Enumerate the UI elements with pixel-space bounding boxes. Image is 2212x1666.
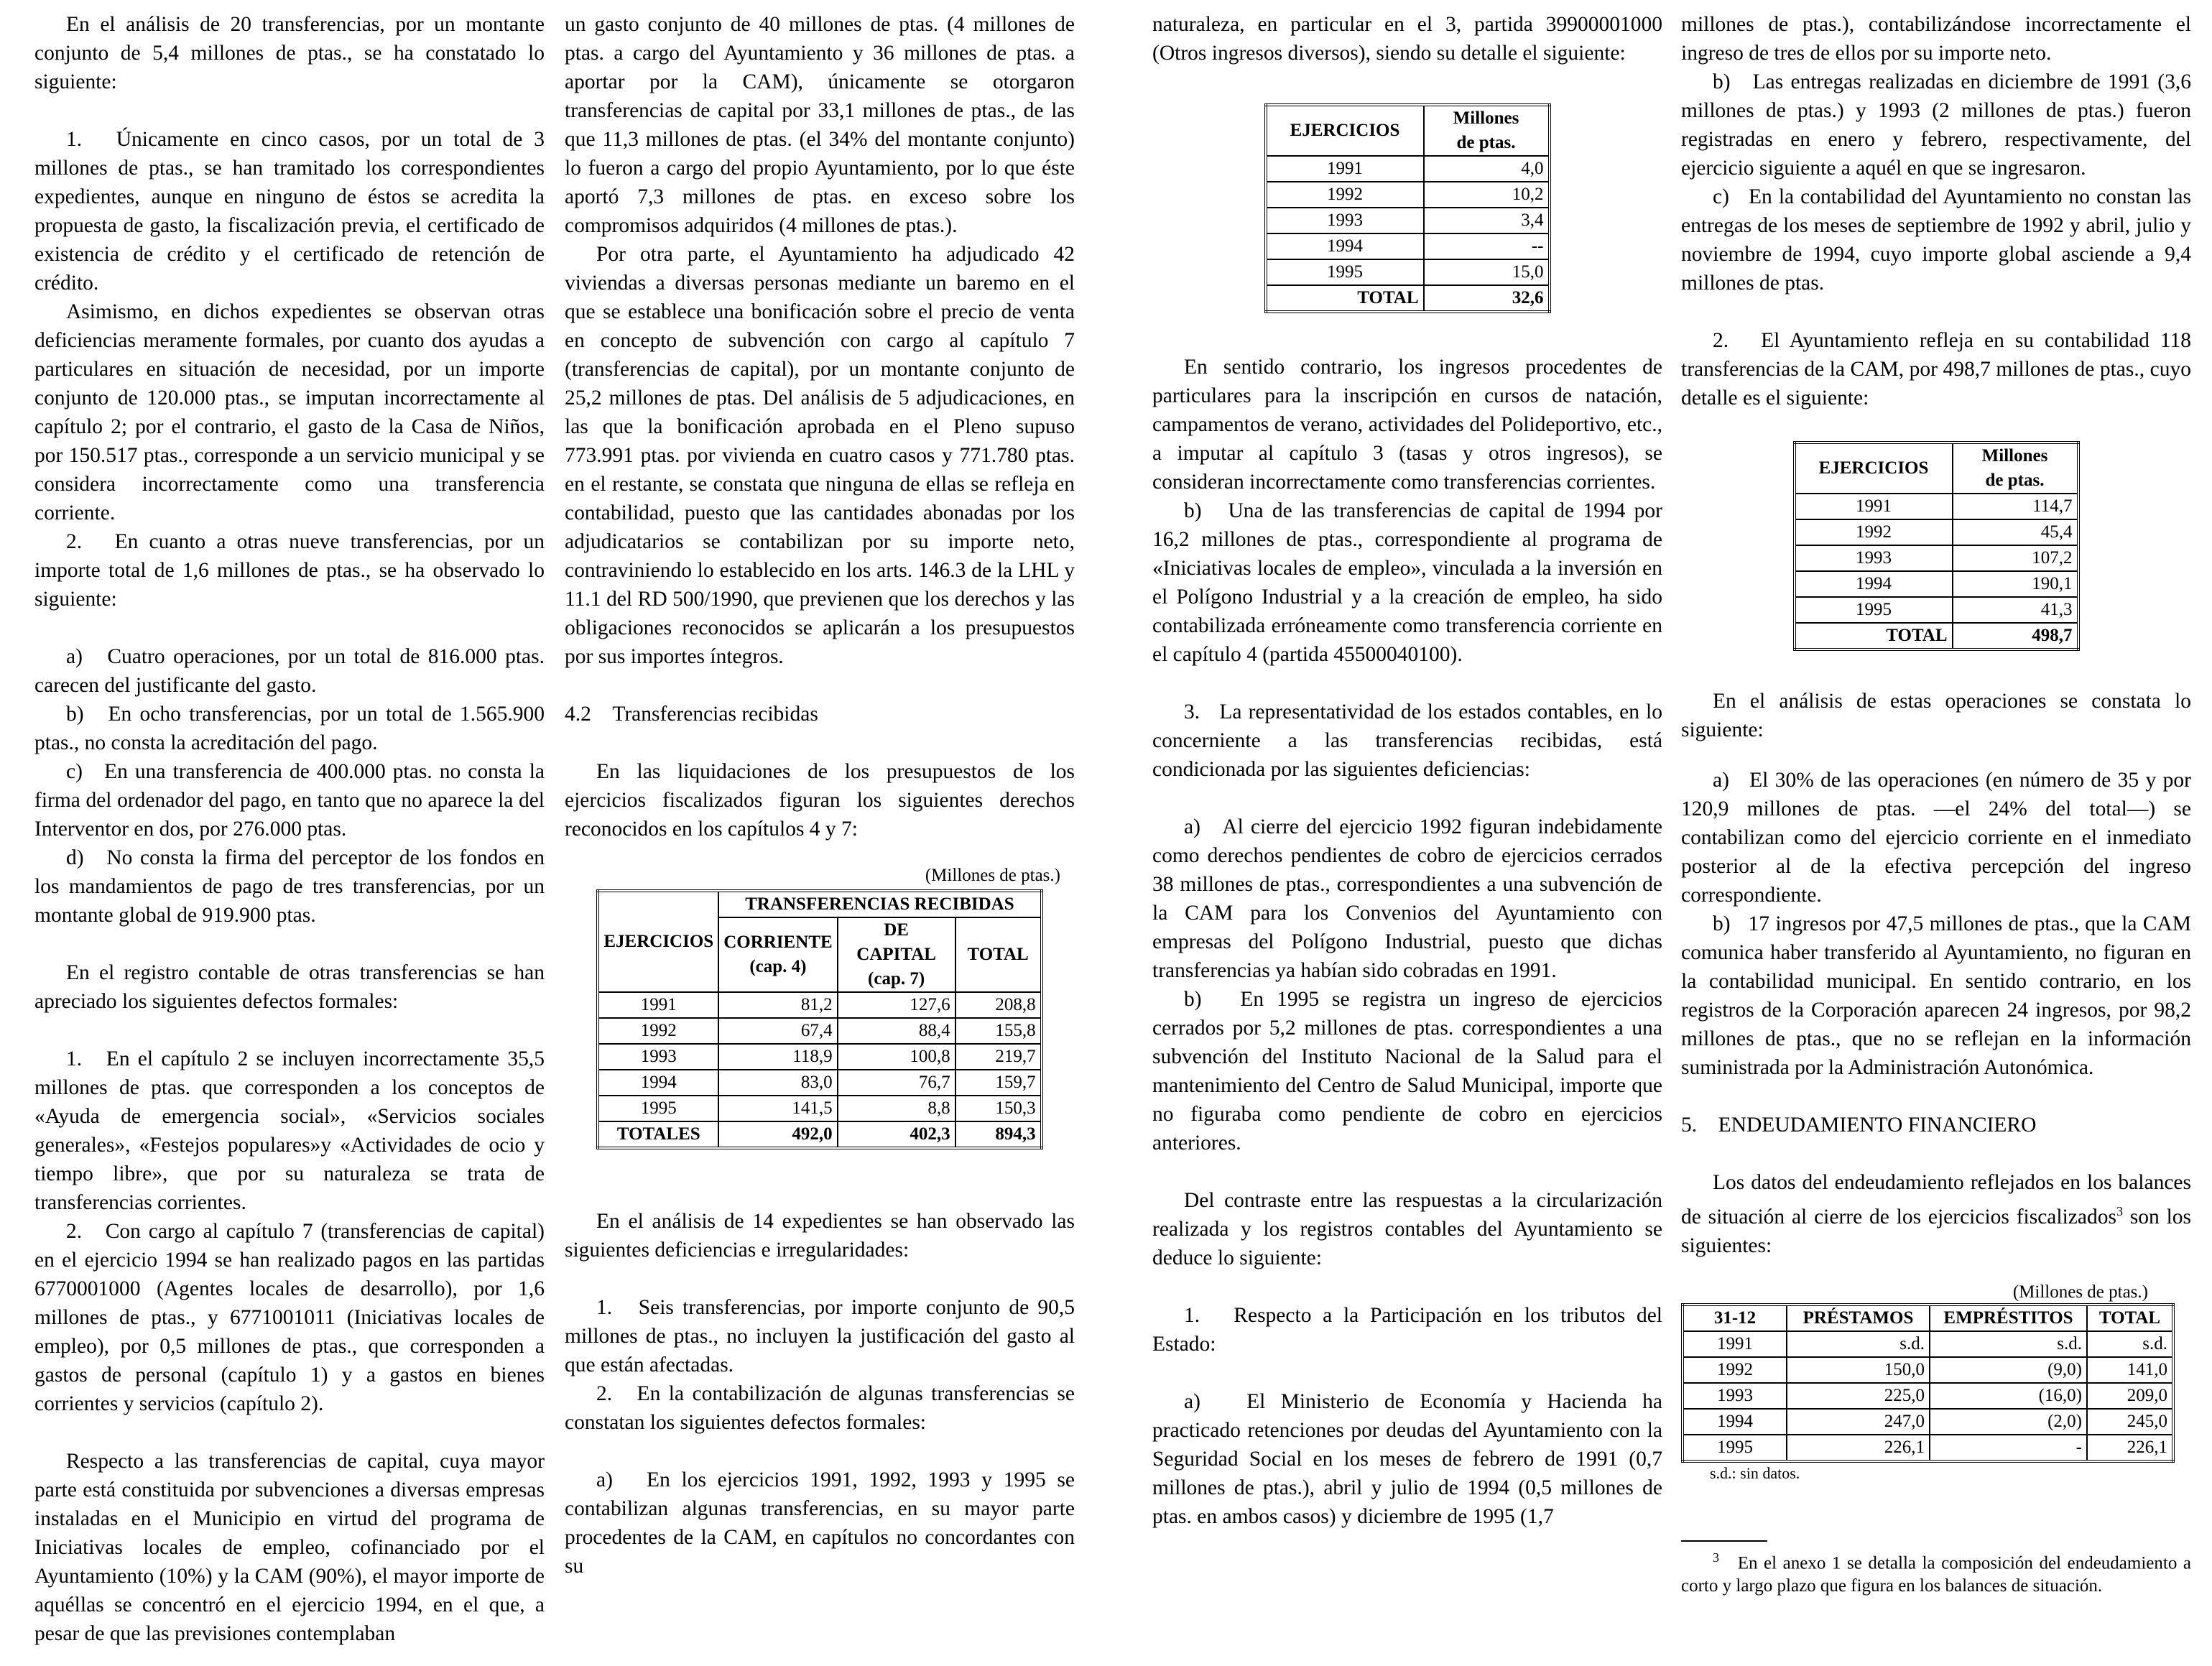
table-row: 1992 10,2 (1266, 182, 1550, 208)
paragraph: a) Cuatro operaciones, por un total de 816.000 ptas. carecen del justificante del gasto. (34, 645, 545, 697)
paragraph: b) En ocho transferencias, por un total de 1.565.900 ptas., no consta la acreditación del pago. (34, 703, 545, 754)
col-header-year: EJERCICIOS (598, 891, 718, 992)
paragraph: b) Las entregas realizadas en diciembre de 1991 (3,6 millones de ptas.) y 1993 (2 millones de ptas.) fueron registradas en enero y febrero, respectivamente, del ejercicio siguiente a aquél en que se ingresaron. (1681, 70, 2191, 180)
table-row: 1991 81,2 127,6 208,8 (598, 992, 1041, 1018)
table-row: 1991 4,0 (1266, 156, 1550, 182)
table-row: 1994 190,1 (1795, 571, 2078, 597)
paragraph: a) El 30% de las operaciones (en número de 35 y por 120,9 millones de ptas. —el 24% del total—) se contabilizan como del ejercicio corriente en el inmediato posterior al de la efectiva percepción del ingreso correspondiente. (1681, 769, 2191, 907)
group-header: TRANSFERENCIAS RECIBIDAS (718, 891, 1041, 917)
paragraph: b) 17 ingresos por 47,5 millones de ptas., que la CAM comunica haber transferido al Ayuntamiento, no figuran en la contabilidad municipal. En sentido contrario, en los registros de la Corporación aparecen 24 ingresos, por 98,2 millones de ptas., que no se reflejan en la información suministrada por la Administración Autonómica. (1681, 912, 2191, 1079)
debt-table (1681, 1303, 2175, 1463)
col-header-year: EJERCICIOS (1795, 443, 1953, 494)
table-row: 1995 15,0 (1266, 259, 1550, 285)
paragraph: naturaleza, en particular en el 3, partida 39900001000 (Otros ingresos diversos), siendo su detalle el siguiente: (1152, 13, 1662, 65)
table-row: 1995 226,1 - 226,1 (1683, 1435, 2173, 1461)
table-row: 1995 141,5 8,8 150,3 (598, 1096, 1041, 1121)
col-header-amount: Millones de ptas. (1424, 105, 1550, 156)
table-row: 1993 3,4 (1266, 208, 1550, 233)
paragraph: a) En los ejercicios 1991, 1992, 1993 y 1995 se contabilizan algunas transferencias, en su mayor parte procedentes de la CAM, en capítulos no concordantes con su (565, 1468, 1075, 1578)
table-row: 1992 67,4 88,4 155,8 (598, 1018, 1041, 1044)
paragraph: 2. En la contabilización de algunas transferencias se constatan los siguientes defectos formales: (565, 1382, 1075, 1434)
paragraph: un gasto conjunto de 40 millones de ptas. (4 millones de ptas. a cargo del Ayuntamiento y 36 millones de ptas. a aportar por la CAM), únicamente se otorgaron transferencias de capital por 33,1 millones de ptas., de las que 11,3 millones de ptas. (el 34% del montante conjunto) lo fueron a cargo del propio Ayuntamiento, por lo que éste aportó 7,3 millones de ptas. en exceso sobre los compromisos adquiridos (4 millones de ptas.). (565, 13, 1075, 237)
paragraph: 2. En cuanto a otras nueve transferencias, por un importe total de 1,6 millones de ptas., se ha observado lo siguiente: (34, 530, 545, 611)
table-legend: s.d.: sin datos. (1710, 1463, 1800, 1482)
paragraph: En el análisis de 20 transferencias, por un montante conjunto de 5,4 millones de ptas., se ha constatado lo siguiente: (34, 13, 545, 93)
col-header-date: 31-12 (1683, 1305, 1787, 1331)
table-row: 1993 118,9 100,8 219,7 (598, 1044, 1041, 1070)
paragraph: Del contraste entre las respuestas a la circularización realizada y los registros contables del Ayuntamiento se deduce lo siguiente: (1152, 1189, 1662, 1269)
paragraph: Por otra parte, el Ayuntamiento ha adjudicado 42 viviendas a diversas personas mediante un baremo en el que se establece una bonificación sobre el precio de venta en concepto de subvención con cargo al capítulo 7 (transferencias de capital), por un montante conjunto de 25,2 millones de ptas. Del análisis de 5 adjudicaciones, en las que la bonificación aprobada en el Pleno supuso 773.991 ptas. por vivienda en cuatro casos y 771.780 ptas. en el restante, se constata que ninguna de ellas se refleja en contabilidad, puesto que las cantidades abonadas por los adjudicatarios se contabilizan por su importe neto, contraviniendo lo establecido en los arts. 146.3 de la LHL y 11.1 del RD 500/1990, que previenen que los derechos y las obligaciones reconocidos se aplicarán a los presupuestos por sus importes íntegros. (565, 243, 1075, 668)
col-header-total: TOTAL (2087, 1305, 2173, 1331)
col-header-bonds: EMPRÉSTITOS (1930, 1305, 2087, 1331)
paragraph: 1. Respecto a la Participación en los tributos del Estado: (1152, 1304, 1662, 1356)
paragraph: En sentido contrario, los ingresos procedentes de particulares para la inscripción en cursos de natación, campamentos de verano, actividades del Polideportivo, etc., a imputar al capítulo 3 (tasas y otros ingresos), se consideran incorrectamente como transferencias corrientes. (1152, 356, 1662, 494)
section-heading: 5. ENDEUDAMIENTO FINANCIERO (1681, 1114, 2037, 1137)
table-totals-row: TOTALES 492,0 402,3 894,3 (598, 1121, 1041, 1148)
table-totals-row: TOTAL 498,7 (1795, 623, 2078, 649)
paragraph: a) El Ministerio de Economía y Hacienda ha practicado retenciones por deudas del Ayuntamiento con la Seguridad Social en los meses de febrero de 1991 (0,7 millones de ptas.), abril y julio de 1994 (0,5 millones de ptas. en ambos casos) y diciembre de 1995 (1,7 (1152, 1390, 1662, 1528)
col-header-total: TOTAL (955, 917, 1042, 992)
table-totals-row: TOTAL 32,6 (1266, 285, 1550, 312)
paragraph: 1. Seis transferencias, por importe conjunto de 90,5 millones de ptas., no incluyen la justificación del gasto al que están afectadas. (565, 1296, 1075, 1376)
table-row: 1995 41,3 (1795, 597, 2078, 623)
paragraph: a) Al cierre del ejercicio 1992 figuran indebidamente como derechos pendientes de cobro de ejercicios cerrados 38 millones de ptas., correspondientes a una subvención de la CAM para los Convenios del Ayuntamiento con empresas del Polígono Industrial, puesto que dichas transferencias ya habían sido cobradas en 1991. (1152, 815, 1662, 982)
right-page (1106, 0, 2212, 1666)
paragraph: 2. Con cargo al capítulo 7 (transferencias de capital) en el ejercicio 1994 se han realizado pagos en las partidas 6770001000 (Agentes locales de desarrollo), por 1,6 millones de ptas., y 6771001011 (Iniciativas locales de empleo), por 0,5 millones de ptas., que corresponden a gastos de personal (capítulo 1) y a gastos en bienes corrientes y servicios (capítulo 2). (34, 1220, 545, 1415)
paragraph: Los datos del endeudamiento reflejados en los balances de situación al cierre de los ejercicios fiscalizados$^3$ son los siguientes: (1681, 1171, 2191, 1257)
paragraph: c) En una transferencia de 400.000 ptas. no consta la firma del ordenador del pago, en tanto que no aparece la del Interventor en dos, por 276.000 ptas. (34, 760, 545, 841)
paragraph: Respecto a las transferencias de capital, cuya mayor parte está constituida por subvenciones a diversas empresas instaladas en el Municipio en virtud del programa de Iniciativas locales de empleo, cofinanciado por el Ayuntamiento (10%) y la CAM (90%), el mayor importe de aquéllas se concentró en el ejercicio 1994, en el que, a pesar de que las previsiones contemplaban (34, 1450, 545, 1645)
column-2 (565, 10, 1075, 1581)
footnote: $^3$ En el anexo 1 se detalla la composición del endeudamiento a corto y largo plazo que figura en los balances de situación. (1681, 1550, 2191, 1596)
column-3 (1152, 10, 1662, 1531)
col-header-amount: Millones de ptas. (1953, 443, 2078, 494)
footnote-ref: 3 (2116, 1204, 2123, 1218)
table-row: 1992 150,0 (9,0) 141,0 (1683, 1357, 2173, 1383)
transfers-received-table (596, 889, 1042, 1149)
footnote-divider (1681, 1540, 1767, 1542)
table-row: 1992 45,4 (1795, 519, 2078, 545)
table-row: 1994 83,0 76,7 159,7 (598, 1070, 1041, 1096)
paragraph: b) Una de las transferencias de capital de 1994 por 16,2 millones de ptas., correspondiente al programa de «Iniciativas locales de empleo», vinculada a la inversión en el Polígono Industrial y a la creación de empleo, ha sido contabilizada erróneamente como transferencia corriente en el capítulo 4 (partida 45500040100). (1152, 499, 1662, 666)
col-header-loans: PRÉSTAMOS (1787, 1305, 1930, 1331)
paragraph: 3. La representatividad de los estados contables, en lo concerniente a las transferencias recibidas, está condicionada por las siguientes deficiencias: (1152, 700, 1662, 781)
table-row: 1991 114,7 (1795, 494, 2078, 519)
paragraph: 1. En el capítulo 2 se incluyen incorrectamente 35,5 millones de ptas. que corresponden a los conceptos de «Ayuda de emergencia social», «Servicios sociales generales», «Festejos populares»y «Actividades de ocio y tiempo libre», que por su naturaleza se trata de transferencias corrientes. (34, 1047, 545, 1214)
paragraph: 2. El Ayuntamiento refleja en su contabilidad 118 transferencias de la CAM, por 498,7 millones de ptas., cuyo detalle es el siguiente: (1681, 329, 2191, 409)
paragraph: En el análisis de estas operaciones se constata lo siguiente: (1681, 690, 2191, 741)
col-header-capital: DE CAPITAL (cap. 7) (838, 917, 955, 992)
table-row: 1994 -- (1266, 233, 1550, 259)
paragraph: millones de ptas.), contabilizándose incorrectamente el ingreso de tres de ellos por su importe neto. (1681, 13, 2191, 65)
section-heading: 4.2 Transferencias recibidas (565, 703, 818, 726)
table-row: 1993 107,2 (1795, 545, 2078, 571)
paragraph: c) En la contabilidad del Ayuntamiento no constan las entregas de los meses de septiembre de 1992 y abril, julio y noviembre de 1994, cuyo importe global asciende a 9,4 millones de ptas. (1681, 185, 2191, 295)
table-row: 1993 225,0 (16,0) 209,0 (1683, 1383, 2173, 1409)
paragraph: En las liquidaciones de los presupuestos de los ejercicios fiscalizados figuran los siguientes derechos reconocidos en los capítulos 4 y 7: (565, 760, 1075, 841)
paragraph: b) En 1995 se registra un ingreso de ejercicios cerrados por 5,2 millones de ptas. correspondientes a una subvención del Instituto Nacional de la Salud para el mantenimiento del Centro de Salud Municipal, importe que no figuraba como pendiente de cobro en ejercicios anteriores. (1152, 988, 1662, 1154)
other-income-table (1264, 103, 1551, 313)
table-unit-note: (Millones de ptas.) (925, 866, 1060, 885)
table-row: 1994 247,0 (2,0) 245,0 (1683, 1409, 2173, 1435)
paragraph: Asimismo, en dichos expedientes se observan otras deficiencias meramente formales, por cuanto dos ayudas a particulares en situación de necesidad, por un importe conjunto de 120.000 ptas., se imputan incorrectamente al capítulo 2; por el contrario, el gasto de la Casa de Niños, por 150.517 ptas., corresponde a un servicio municipal y se considera incorrectamente como una transferencia corriente. (34, 300, 545, 524)
col-header-year: EJERCICIOS (1266, 105, 1424, 156)
column-1 (34, 10, 545, 1648)
column-4 (1681, 10, 2191, 1598)
paragraph: 1. Únicamente en cinco casos, por un total de 3 millones de ptas., se han tramitado los correspondientes expedientes, aunque en ninguno de éstos se acredita la propuesta de gasto, la fiscalización previa, el certificado de existencia de crédito y el certificado de retención de crédito. (34, 128, 545, 295)
paragraph: En el análisis de 14 expedientes se han observado las siguientes deficiencias e irregularidades: (565, 1210, 1075, 1262)
cam-transfers-table (1793, 441, 2080, 651)
paragraph: d) No consta la firma del perceptor de los fondos en los mandamientos de pago de tres transferencias, por un montante global de 919.900 ptas. (34, 846, 545, 927)
col-header-current: CORRIENTE (cap. 4) (718, 917, 837, 992)
paragraph: En el registro contable de otras transferencias se han apreciado los siguientes defectos formales: (34, 961, 545, 1013)
table-unit-note: (Millones de ptas.) (2012, 1282, 2148, 1302)
table-row: 1991 s.d. s.d. s.d. (1683, 1331, 2173, 1357)
